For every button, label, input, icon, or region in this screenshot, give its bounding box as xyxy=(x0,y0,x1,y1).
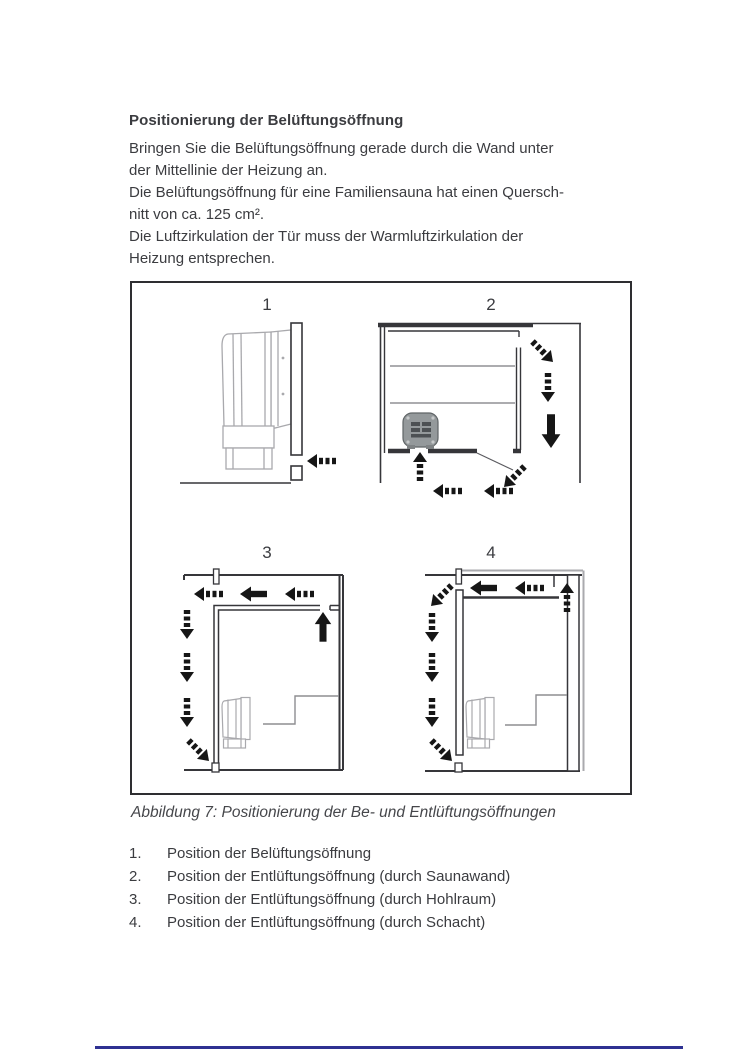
page-title: Positionierung der Belüftungsöffnung xyxy=(129,112,404,129)
bottom-vent-slot xyxy=(212,763,219,772)
list-item-text: Position der Entlüftungsöffnung (durch Saunawand) xyxy=(167,868,511,885)
intro-line: der Mittellinie der Heizung an. xyxy=(129,162,328,179)
diagram-3-entlueftung-hohlraum xyxy=(177,567,347,777)
list-item-number: 1. xyxy=(129,845,142,862)
list-item-number: 4. xyxy=(129,914,142,931)
shaft-wall-bar xyxy=(456,590,463,755)
list-item xyxy=(129,891,496,908)
airflow-arrows xyxy=(180,587,331,766)
list-item-text: Position der Entlüftungsöffnung (durch Hohlraum) xyxy=(167,891,497,908)
diagram-2-label: 2 xyxy=(486,295,496,314)
diagram-1-belueftungsoeffnung xyxy=(170,320,340,490)
airflow-arrow-into-vent xyxy=(307,454,336,468)
intro-paragraphs xyxy=(129,138,649,270)
diagram-4-label: 4 xyxy=(486,543,496,562)
bench-lines xyxy=(263,696,339,724)
heater-top-view xyxy=(403,413,438,449)
diagram-2-entlueftung-saunawand xyxy=(373,318,588,500)
intro-line: nitt von ca. 125 cm². xyxy=(129,206,265,223)
wall-with-vent-gap xyxy=(291,323,302,480)
bottom-vent-slot xyxy=(455,763,462,772)
outer-walls xyxy=(425,575,582,771)
list-item xyxy=(129,845,371,862)
list-item-number: 2. xyxy=(129,868,142,885)
list-item xyxy=(129,914,485,931)
page-footer-rule xyxy=(95,1046,683,1049)
diagram-4-entlueftung-schacht xyxy=(422,567,592,777)
top-vent-slot xyxy=(214,569,220,584)
list-item-text: Position der Belüftungsöffnung xyxy=(167,845,372,862)
list-item-text: Position der Entlüftungsöffnung (durch Schacht) xyxy=(167,914,486,931)
airflow-arrows xyxy=(425,581,574,766)
list-item-number: 3. xyxy=(129,891,142,908)
door-swing-line xyxy=(477,453,513,470)
intro-line: Die Luftzirkulation der Tür muss der Warmluftzirkulation der xyxy=(129,228,524,245)
diagram-3-label: 3 xyxy=(262,543,272,562)
bench-lines xyxy=(505,695,567,725)
outer-walls xyxy=(184,575,343,770)
bench-lines xyxy=(390,366,515,403)
figure-caption: Abbildung 7: Positionierung der Be- und Entlüftungsöffnungen xyxy=(131,804,556,821)
heater-side-view xyxy=(466,698,494,749)
top-vent-slot xyxy=(456,569,462,584)
diagram-1-label: 1 xyxy=(262,295,272,314)
intro-line: Die Belüftungsöffnung für eine Familiensauna hat einen Quersch- xyxy=(129,184,564,201)
intro-line: Bringen Sie die Belüftungsöffnung gerade durch die Wand unter xyxy=(129,140,554,157)
intro-line: Heizung entsprechen. xyxy=(129,250,275,267)
list-item xyxy=(129,868,510,885)
heater-side-view xyxy=(222,698,250,749)
figure-7 xyxy=(130,281,632,795)
heater-side-view xyxy=(222,330,291,469)
